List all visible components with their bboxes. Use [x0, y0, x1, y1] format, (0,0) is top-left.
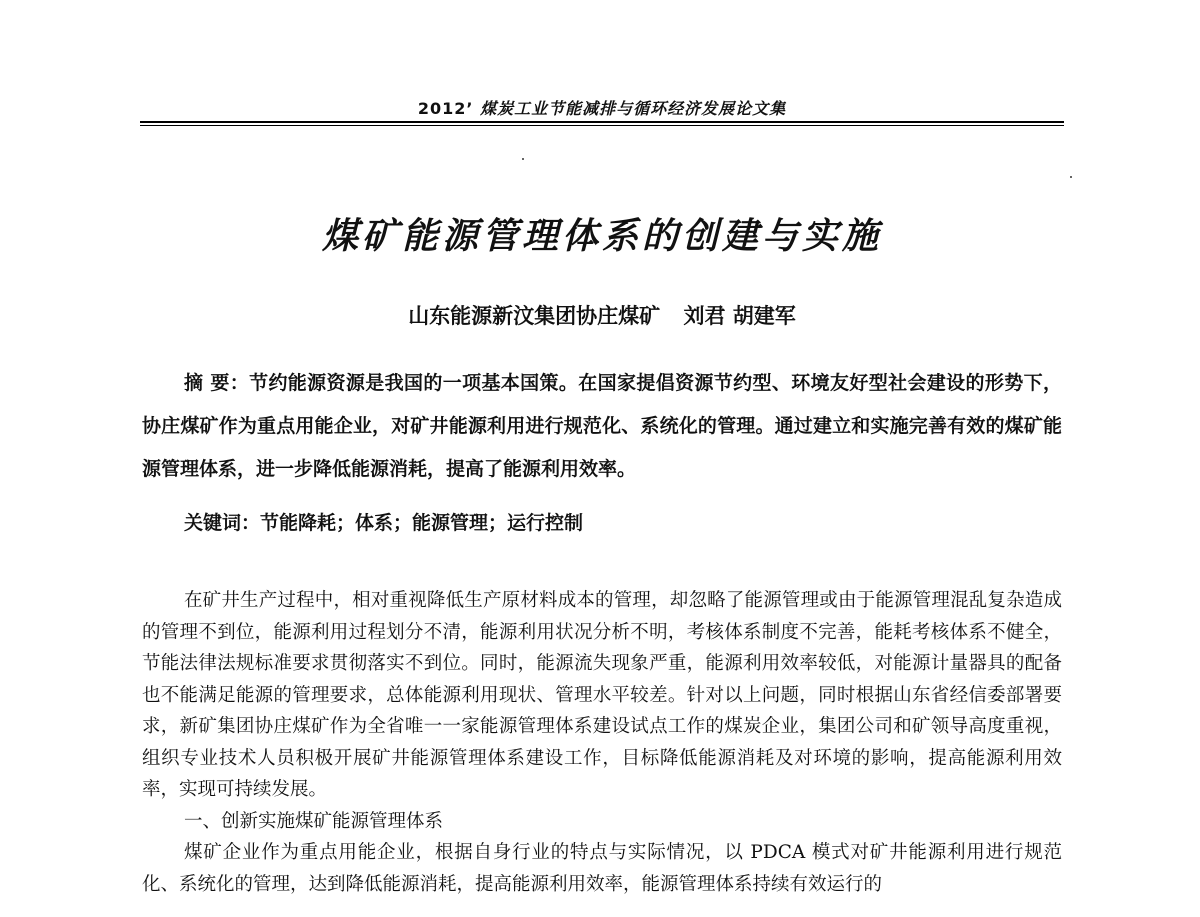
abstract — [142, 362, 1062, 491]
abstract-label: 摘 要： — [184, 372, 250, 394]
section-heading: 一、创新实施煤矿能源管理体系 — [184, 810, 444, 832]
header-collection-title: 煤炭工业节能减排与循环经济发展论文集 — [480, 99, 787, 118]
scan-speck — [522, 158, 524, 160]
scan-speck — [1070, 176, 1072, 178]
author-line — [140, 300, 1064, 330]
header-rule-thin — [140, 125, 1064, 126]
affiliation: 山东能源新汶集团协庄煤矿 — [408, 304, 661, 328]
keywords — [184, 508, 1064, 535]
paper-title: 煤矿能源管理体系的创建与实施 — [321, 216, 882, 257]
keywords-label: 关键词： — [184, 512, 261, 534]
abstract-text: 节约能源资源是我国的一项基本国策。在国家提倡资源节约型、环境友好型社会建设的形势下，协庄煤矿作为重点用能企业，对矿井能源利用进行规范化、系统化的管理。通过建立和实施完善有效的煤矿能源管理体系，进一步降低能源消耗，提高了能源利用效率。 — [142, 372, 1062, 480]
running-header — [140, 96, 1064, 119]
header-year: 2012’ — [417, 99, 474, 118]
body-paragraph: 在矿井生产过程中，相对重视降低生产原材料成本的管理，却忽略了能源管理或由于能源管理混乱复杂造成的管理不到位，能源利用过程划分不清，能源利用状况分析不明，考核体系制度不完善，能耗考核体系不健全，节能法律法规标准要求贯彻落实不到位。同时，能源流失现象严重，能源利用效率较低，对能源计量器具的配备也不能满足能源的管理要求，总体能源利用现状、管理水平较差。针对以上问题，同时根据山东省经信委部署要求，新矿集团协庄煤矿作为全省唯一一家能源管理体系建设试点工作的煤炭企业，集团公司和矿领导高度重视，组织专业技术人员积极开展矿井能源管理体系建设工作，目标降低能源消耗及对环境的影响，提高能源利用效率，实现可持续发展。 — [142, 590, 1062, 800]
body-text — [142, 585, 1062, 900]
author-names: 刘君 胡建军 — [683, 304, 796, 328]
keywords-text: 节能降耗；体系；能源管理；运行控制 — [260, 512, 584, 534]
header-rule — [140, 121, 1064, 123]
body-paragraph: 煤矿企业作为重点用能企业，根据自身行业的特点与实际情况，以 PDCA 模式对矿井能源利用进行规范化、系统化的管理，达到降低能源消耗，提高能源利用效率，能源管理体系持续有效运行的 — [142, 842, 1062, 895]
